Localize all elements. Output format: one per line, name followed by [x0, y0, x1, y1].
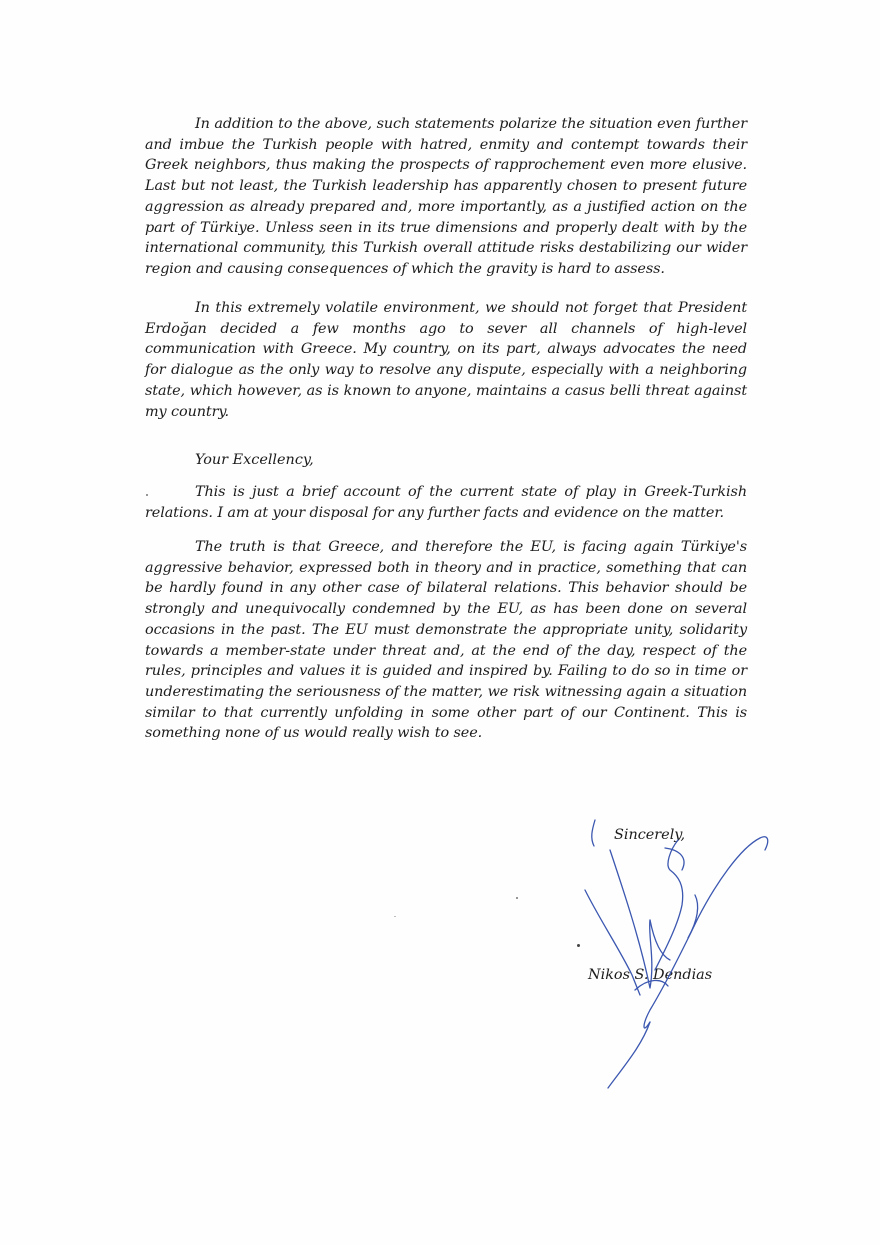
paragraph-brief-account: This is just a brief account of the current state of play in Greek-Turkish relations. I am at your disposal for any further facts and evidence on the matter.	[145, 484, 747, 521]
handwritten-signature	[570, 810, 790, 1100]
signer-name: Nikos S. Dendias	[588, 967, 713, 983]
paper-speck	[394, 916, 396, 917]
paper-speck	[577, 944, 580, 947]
paragraph-volatile-environment: In this extremely volatile environment, we should not forget that President Erdoğan decided a few months ago to sever all channels of high-level communication with Greece. My country, on its part, always advocates the need for dialogue as the only way to resolve any dispute, especially with a neighboring state, which however, as is known to anyone, maintains a casus belli threat against my country.	[145, 300, 747, 420]
signature-stroke	[644, 837, 768, 1028]
paper-speck	[146, 494, 148, 496]
paragraph-the-truth: The truth is that Greece, and therefore the EU, is facing again Türkiye's aggressive behavior, expressed both in theory and in practice, something that can be hardly found in any other case of bilateral relations. This behavior should be strongly and unequivocally condemned by the EU, as has been done on several occasions in the past. The EU must demonstrate the appropriate unity, solidarity towards a member-state under threat and, at the end of the day, respect of the rules, principles and values it is guided and inspired by. Failing to do so in time or underestimating the seriousness of the matter, we risk witnessing again a situation similar to that currently unfolding in some other part of our Continent. This is something none of us would really wish to see.	[145, 539, 747, 742]
signature-stroke	[608, 1022, 650, 1088]
signature-stroke	[585, 890, 640, 995]
signature-stroke	[610, 850, 652, 988]
paragraph-statements-polarize: In addition to the above, such statements polarize the situation even further and imbue the Turkish people with hatred, enmity and contempt towards their Greek neighbors, thus making the prospects of rapprochement even more elusive. Last but not least, the Turkish leadership has apparently chosen to present future aggression as already prepared and, more importantly, as a justified action on the part of Türkiye. Unless seen in its true dimensions and properly dealt with by the international community, this Turkish overall attitude risks destabilizing our wider region and causing consequences of which the gravity is hard to assess.	[145, 116, 747, 277]
paper-speck	[516, 897, 518, 899]
salutation: Your Excellency,	[195, 452, 314, 468]
signature-stroke	[655, 840, 683, 970]
signature-stroke	[650, 920, 670, 960]
signature-stroke	[688, 895, 698, 938]
signature-stroke	[592, 820, 595, 846]
closing: Sincerely,	[614, 827, 686, 843]
